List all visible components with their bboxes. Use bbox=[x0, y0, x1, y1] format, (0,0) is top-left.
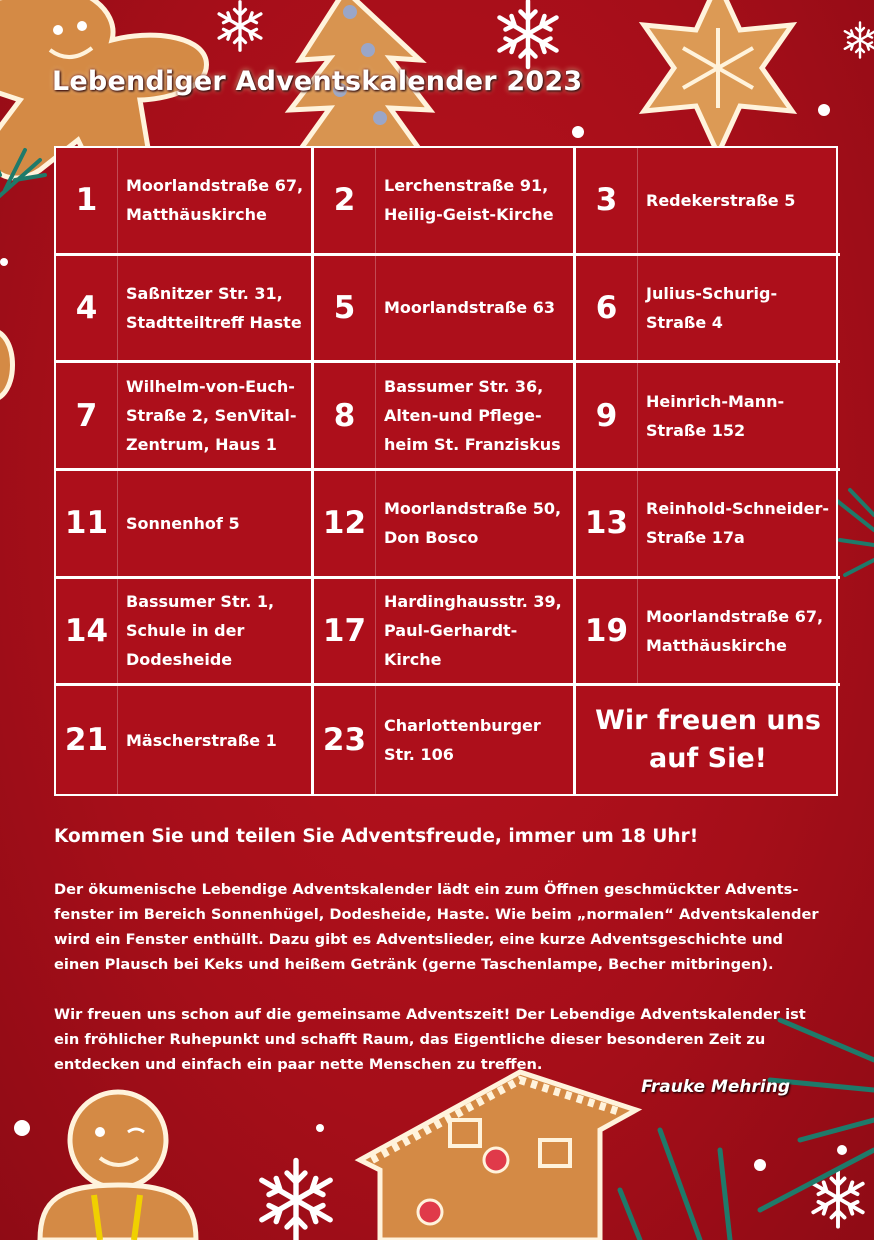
day-number: 12 bbox=[314, 471, 376, 576]
calendar-table bbox=[54, 146, 838, 796]
day-number: 11 bbox=[56, 471, 118, 576]
headline: Kommen Sie und teilen Sie Adventsfreude, immer um 18 Uhr! bbox=[54, 826, 699, 847]
day-address: Saßnitzer Str. 31, Stadtteiltreff Haste bbox=[126, 283, 302, 332]
day-number: 14 bbox=[56, 579, 118, 684]
calendar-cell bbox=[576, 256, 840, 364]
closing-message: Wir freuen uns auf Sie! bbox=[595, 705, 821, 775]
calendar-cell bbox=[56, 579, 314, 687]
day-address: Julius-Schurig- Straße 4 bbox=[646, 283, 778, 332]
day-address: Charlottenburger Str. 106 bbox=[384, 716, 541, 765]
day-address: Wilhelm-von-Euch- Straße 2, SenVital- Zentrum, Haus 1 bbox=[126, 377, 297, 455]
day-number: 2 bbox=[314, 148, 376, 253]
day-number: 1 bbox=[56, 148, 118, 253]
day-number: 9 bbox=[576, 363, 638, 468]
calendar-cell bbox=[314, 148, 576, 256]
calendar-cell bbox=[314, 579, 576, 687]
calendar-cell bbox=[576, 148, 840, 256]
day-number: 6 bbox=[576, 256, 638, 361]
day-number: 21 bbox=[56, 686, 118, 794]
intro-paragraph: Der ökumenische Lebendige Adventskalender lädt ein zum Öffnen geschmückter Advents- fenster im Bereich Sonnenhügel, Dodesheide, Haste. Wie beim „normalen“ Adventskalender wird ein Fenster enthüllt. Dazu gibt es Adventslieder, eine kurze Adventsgeschichte und einen Plausch bei Keks und heißem Getränk (gerne Taschenlampe, Becher mitbringen). bbox=[54, 881, 819, 973]
day-number: 8 bbox=[314, 363, 376, 468]
day-address: Moorlandstraße 63 bbox=[384, 298, 555, 318]
day-address: Reinhold-Schneider- Straße 17a bbox=[646, 499, 829, 548]
closing-cell bbox=[576, 686, 840, 794]
calendar-cell bbox=[56, 256, 314, 364]
day-number: 4 bbox=[56, 256, 118, 361]
signature: Frauke Mehring bbox=[641, 1077, 790, 1097]
calendar-cell bbox=[314, 363, 576, 471]
day-number: 3 bbox=[576, 148, 638, 253]
day-address: Moorlandstraße 67, Matthäuskirche bbox=[646, 606, 824, 655]
calendar-cell bbox=[56, 471, 314, 579]
day-number: 23 bbox=[314, 686, 376, 794]
day-number: 13 bbox=[576, 471, 638, 576]
day-address: Sonnenhof 5 bbox=[126, 513, 240, 533]
gingerbread-man-bottom-icon bbox=[40, 1092, 196, 1240]
day-address: Bassumer Str. 1, Schule in der Dodesheide bbox=[126, 592, 275, 670]
day-address: Heinrich-Mann- Straße 152 bbox=[646, 391, 785, 440]
calendar-cell bbox=[56, 148, 314, 256]
calendar-cell bbox=[576, 471, 840, 579]
day-number: 5 bbox=[314, 256, 376, 361]
gingerbread-house-icon bbox=[360, 1072, 636, 1240]
day-number: 19 bbox=[576, 579, 638, 684]
second-paragraph: Wir freuen uns schon auf die gemeinsame Adventszeit! Der Lebendige Adventskalender ist ein fröhlicher Ruhepunkt und schafft Raum, das Eigentliche dieser besonderen Zeit zu entdecken und einfach ein paar nette Menschen zu treffen. bbox=[54, 1006, 806, 1073]
day-address: Mäscherstraße 1 bbox=[126, 730, 277, 750]
calendar-cell bbox=[56, 363, 314, 471]
day-number: 17 bbox=[314, 579, 376, 684]
calendar-cell bbox=[314, 256, 576, 364]
calendar-cell bbox=[314, 686, 576, 794]
day-address: Redekerstraße 5 bbox=[646, 190, 796, 210]
day-address: Lerchenstraße 91, Heilig-Geist-Kirche bbox=[384, 176, 554, 225]
day-address: Bassumer Str. 36, Alten-und Pflege- heim St. Franziskus bbox=[384, 377, 561, 455]
calendar-cell bbox=[56, 686, 314, 794]
calendar-cell bbox=[576, 579, 840, 687]
fir-branch-right-icon bbox=[836, 490, 874, 575]
page-title: Lebendiger Adventskalender 2023 bbox=[52, 66, 583, 97]
day-address: Moorlandstraße 67, Matthäuskirche bbox=[126, 176, 304, 225]
day-address: Moorlandstraße 50, Don Bosco bbox=[384, 499, 562, 548]
day-number: 7 bbox=[56, 363, 118, 468]
star-cookie-icon bbox=[644, 0, 792, 154]
day-address: Hardinghausstr. 39, Paul-Gerhardt- Kirche bbox=[384, 592, 562, 670]
calendar-cell bbox=[314, 471, 576, 579]
calendar-cell bbox=[576, 363, 840, 471]
